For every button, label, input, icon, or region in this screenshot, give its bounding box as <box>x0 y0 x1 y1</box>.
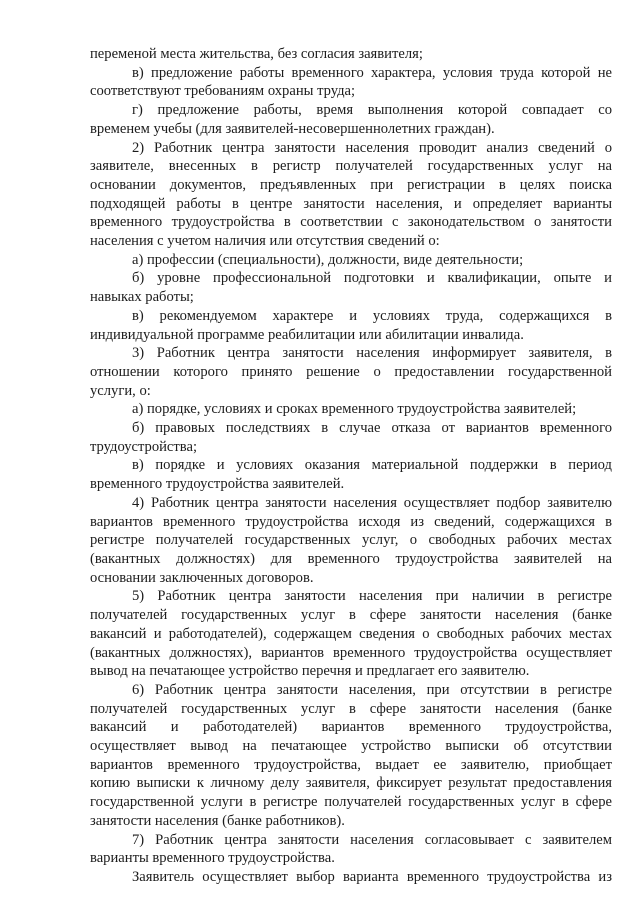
text-line: подходящей работы в центре занятости населения, и определяет варианты <box>90 195 612 212</box>
paragraph <box>90 101 612 138</box>
text-line: индивидуальной программе реабилитации или абилитации инвалида. <box>90 326 524 343</box>
text-line: соответствуют требованиям охраны труда; <box>90 83 356 100</box>
paragraph <box>90 831 612 868</box>
text-line: в) предложение работы временного характера, условия труда которой не <box>132 64 612 81</box>
paragraph <box>90 681 612 831</box>
text-line: получателей государственных услуг в сфере занятости населения (банке <box>90 700 612 717</box>
text-line: а) порядке, условиях и сроках временного трудоустройства заявителей; <box>132 401 577 418</box>
paragraph <box>90 456 612 493</box>
text-line: 6) Работник центра занятости населения, при отсутствии в регистре <box>132 681 612 698</box>
text-line: 4) Работник центра занятости населения осуществляет подбор заявителю <box>132 494 612 511</box>
text-line: населения с учетом наличия или отсутствия сведений о: <box>90 233 440 250</box>
text-line: в) рекомендуемом характере и условиях труда, содержащихся в <box>132 307 612 324</box>
text-line: регистре получателей государственных услуг, о свободных рабочих местах <box>90 532 612 549</box>
text-line: заявителе, внесенных в регистр получателей государственных услуг на <box>90 158 612 175</box>
text-line: временного трудоустройства заявителей. <box>90 476 345 493</box>
paragraph <box>90 45 612 64</box>
paragraph <box>90 587 612 681</box>
text-line: трудоустройства; <box>90 438 198 455</box>
paragraph <box>90 64 612 101</box>
text-line: 5) Работник центра занятости населения при наличии в регистре <box>132 588 612 605</box>
text-line: временем учебы (для заявителей-несовершеннолетних граждан). <box>90 120 495 137</box>
text-line: услуги, о: <box>90 382 151 399</box>
paragraph <box>90 139 612 251</box>
text-line: отношении которого принято решение о предоставлении государственной <box>90 363 612 380</box>
text-line: основании заключенных договоров. <box>90 569 314 586</box>
paragraph <box>90 419 612 456</box>
text-line: основании документов, предъявленных при регистрации в целях поиска <box>90 176 612 193</box>
text-line: занятости населения (банке работников). <box>90 812 345 829</box>
paragraph <box>90 868 612 887</box>
text-line: (вакантных должностях) для временного трудоустройства заявителей на <box>90 550 612 567</box>
text-line: б) уровне профессиональной подготовки и квалификации, опыте и <box>132 270 612 287</box>
text-line: вакансий и работодателей) вариантов временного трудоустройства, <box>90 719 612 736</box>
paragraph <box>90 400 612 419</box>
text-line: 7) Работник центра занятости населения согласовывает с заявителем <box>132 831 612 848</box>
text-line: г) предложение работы, время выполнения которой совпадает со <box>132 102 612 119</box>
text-line: 2) Работник центра занятости населения проводит анализ сведений о <box>132 139 612 156</box>
text-line: б) правовых последствиях в случае отказа от вариантов временного <box>132 420 612 437</box>
text-line: переменой места жительства, без согласия заявителя; <box>90 46 423 62</box>
text-line: вывод на печатающее устройство перечня и предлагает его заявителю. <box>90 663 530 680</box>
text-line: вариантов временного трудоустройства исходя из сведений, содержащихся в <box>90 513 612 530</box>
text-line: в) порядке и условиях оказания материальной поддержки в период <box>132 457 612 474</box>
text-line: получателей государственных услуг в сфере занятости населения (банке <box>90 607 612 624</box>
text-line: а) профессии (специальности), должности, виде деятельности; <box>132 251 524 268</box>
text-line: Заявитель осуществляет выбор варианта временного трудоустройства из <box>132 868 612 885</box>
paragraph <box>90 494 612 588</box>
paragraph <box>90 307 612 344</box>
paragraph <box>90 251 612 270</box>
paragraph <box>90 269 612 306</box>
text-line: осуществляет вывод на печатающее устройство выписки об отсутствии <box>90 738 612 755</box>
text-line: навыках работы; <box>90 289 194 306</box>
text-line: временного трудоустройства в соответствии с законодательством о занятости <box>90 214 612 231</box>
text-line: варианты временного трудоустройства. <box>90 850 335 867</box>
text-line: копию выписки к личному делу заявителя, фиксирует результат предоставления <box>90 775 612 792</box>
text-line: государственной услуги в регистре получателей государственных услуг в сфере <box>90 794 612 811</box>
text-line: 3) Работник центра занятости населения информирует заявителя, в <box>132 345 612 362</box>
document-body <box>90 45 612 887</box>
text-line: вариантов временного трудоустройства, выдает ее заявителю, приобщает <box>90 756 612 773</box>
text-line: вакансий и работодателей), содержащем сведения о свободных рабочих местах <box>90 625 612 642</box>
paragraph <box>90 344 612 400</box>
text-line: (вакантных должностях), вариантов временного трудоустройства осуществляет <box>90 644 612 661</box>
